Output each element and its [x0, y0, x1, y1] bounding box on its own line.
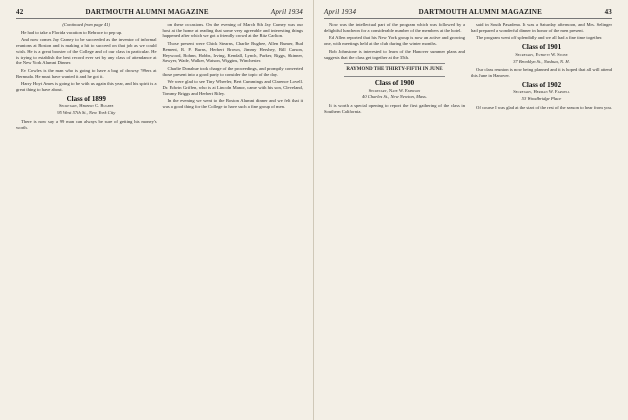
secretary-line: Secretary, Everett W. Stone — [515, 51, 568, 57]
right-columns — [324, 22, 612, 116]
paragraph: The program went off splendidly and we all had a fine time together. — [476, 35, 603, 41]
paragraph: Bob Johnstone is interested to learn of the Hanover summer plans and suggests that the class get together at the 35th. — [324, 48, 465, 60]
right-page — [314, 0, 628, 420]
magazine-title: DARTMOUTH ALUMNI MAGAZINE — [418, 8, 543, 16]
right-column-1 — [324, 22, 465, 116]
secretary-line: Secretary, Herbert C. Bugbee — [59, 103, 114, 109]
issue-date: April 1934 — [270, 8, 303, 16]
secretary-line: Secretary, Nate W. Emerson — [368, 87, 421, 93]
page-number: 43 — [604, 8, 612, 16]
right-page-header — [324, 8, 612, 19]
issue-date: April 1934 — [324, 8, 357, 16]
left-column-2 — [163, 22, 304, 132]
paragraph: Harry Hoyt Ames is going to be with us again this year, and his spirit is a great thing to have about. — [16, 81, 157, 93]
paragraph: on these occasions. On the evening of March 8th Jay Carney was our host at the home at reading that some very agreeable and interesting things happened after which we got a friendly crowd at the Ritz Carlton. — [162, 22, 303, 39]
class-heading: Class of 1902 — [521, 80, 562, 89]
paragraph: In the evening we went to the Boston Alumni dinner and we felt that it was a good thing for the College to have such a fine group of men. — [162, 98, 303, 110]
page-number: 42 — [16, 8, 24, 16]
paragraph: Those present were Chick Stearns, Charlie Bugbee, Allen Bumer, Bud Bement, R. P. Burns, Herbert Brown, Jimmy Hershey, Bill Carson, Heywood, Bohnn, Hobbs, Irving, Kendall, Lynch, Parker, Riggs, Skinner, Sawyer, Wade, Walker, Watson, Wiggins, Winchester. — [162, 41, 303, 64]
magazine-title: DARTMOUTH ALUMNI MAGAZINE — [85, 8, 209, 16]
paragraph: Ed Allen reported that his New York group is now an active and growing one, with meetings held at the club during the winter months. — [324, 35, 465, 47]
paragraph: Ev Cowles is the man who is going to have a bag of drowsy '99ers at Bermuda. He must have wanted it and he got it. — [16, 67, 157, 79]
class-heading: Class of 1899 — [66, 94, 106, 103]
address-line: 40 Charles St., New Newton, Mass. — [362, 94, 427, 100]
paragraph: He had to take a Florida vacation to Rebrace to pep up. — [21, 29, 123, 35]
address-line: 53 Woodbridge Place — [521, 96, 562, 102]
left-columns — [16, 22, 303, 132]
paragraph: Charlie Donahue took charge of the proceedings, and promptly converted those present into a good party to consider the topic of the day. — [162, 65, 303, 77]
right-column-2 — [471, 22, 612, 116]
address-line: 37 Brooklyn St., Nashua, N. H. — [513, 58, 570, 64]
divider — [344, 63, 445, 64]
paragraph: said in South Pasadena. It was a Saturday afternoon, and Mrs. Selinger had prepared a wonderful dinner in honor of the men present. — [471, 22, 612, 33]
left-page-header — [16, 8, 303, 19]
class-heading: Class of 1900 — [374, 78, 415, 87]
paragraph: Now was the intellectual part of the program which was followed by a delightful luncheon for a considerable number of the members at the hotel. — [324, 22, 465, 33]
paragraph: We were glad to see Tiny Wheeler, Bert Cummings and Clarence Lovell. Dr. Edwin Griffen, who is at Lincoln Manor, came with his son, Cleveland, Tommy Briggs and Herbert Riley. — [162, 79, 303, 96]
section-headline: RAYMOND THE THIRTY-FIFTH IN JUNE — [346, 67, 443, 73]
paragraph: Our class reunion is now being planned and it is hoped that all will attend this June in Hanover. — [471, 67, 612, 78]
left-column-1 — [16, 22, 157, 132]
paragraph: Of course I was glad at the start of the rest of the season to hear from you. — [476, 104, 612, 110]
class-heading: Class of 1901 — [521, 43, 562, 52]
paragraph: And now comes Jay Carney to be succeeded as the inventor of informal reunions at Boston and is making a hit to succeed on that job as we could wish. He is a great booster of the College and of our class in particular. He is trying to establish the best record ever set by any class of attendance at the New York Alumni Dinner. — [16, 37, 157, 66]
secretary-line: Secretary, Herman W. Farwell — [513, 89, 570, 95]
address-line: 95 West 57th St., New York City — [57, 110, 116, 116]
continued-note: (Continued from page 41) — [62, 22, 111, 27]
paragraph: There is now say a 99 man can always be sure of getting his money's worth. — [16, 118, 157, 130]
divider — [344, 76, 445, 77]
paragraph: It is worth a special opening to report the first gathering of the class in Southern California. — [324, 103, 465, 114]
